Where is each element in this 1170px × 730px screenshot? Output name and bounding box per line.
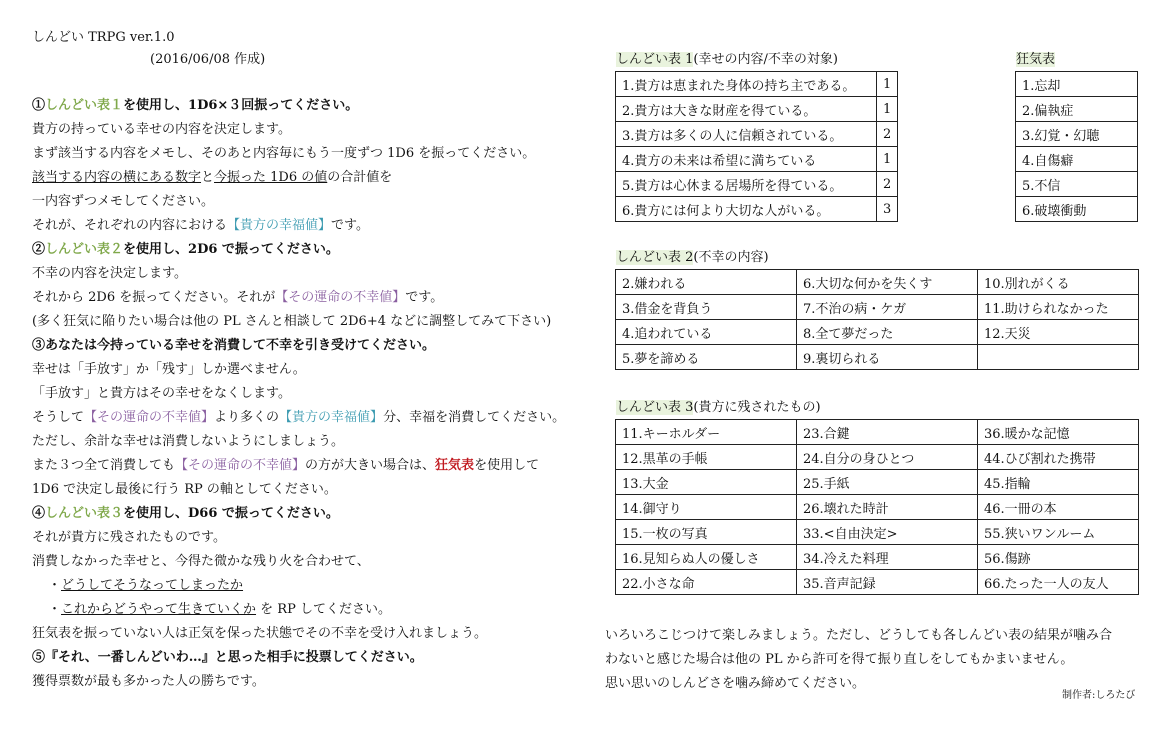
table-row (616, 295, 1139, 320)
table-cell: 1 (877, 72, 898, 97)
step-2-heading: ②しんどい表２を使用し、2D6 で振ってください。 (32, 242, 339, 257)
table-cell: 9.裏切られる (797, 345, 978, 370)
table-row (616, 570, 1139, 595)
kyoki-table-title: 狂気表 (1016, 52, 1056, 67)
table-row (616, 97, 898, 122)
step-2-text-3: (多く狂気に陥りたい場合は他の PL さんと相談して 2D6+4 などに調整してみて下さい) (32, 314, 552, 329)
step-1-text-1: 貴方の持っている幸せの内容を決定します。 (32, 122, 291, 137)
credit: 制作者:しろたび (1062, 690, 1136, 701)
step-4-text-3: 狂気表を振っていない人は正気を保った状態でその不幸を受け入れましょう。 (32, 626, 488, 641)
table-cell: 3.幻覚・幻聴 (1016, 122, 1138, 147)
table-cell: 35.音声記録 (797, 570, 978, 595)
table-cell: 2 (877, 122, 898, 147)
shindoi-table-1 (615, 71, 898, 222)
table-row (616, 470, 1139, 495)
table-cell: 7.不治の病・ケガ (797, 295, 978, 320)
table2-title: しんどい表 2(不幸の内容) (616, 250, 769, 265)
table-cell: 1 (877, 97, 898, 122)
table-row (616, 320, 1139, 345)
step-1-text-5: それが、それぞれの内容における【貴方の幸福値】です。 (32, 218, 369, 233)
step-4-heading: ④しんどい表３を使用し、D66 で振ってください。 (32, 506, 339, 521)
table-cell: 13.大金 (616, 470, 797, 495)
table-row (616, 345, 1139, 370)
step-1-heading: ①しんどい表１を使用し、1D6×３回振ってください。 (32, 98, 359, 113)
table-row (1016, 172, 1138, 197)
table-cell: 1.忘却 (1016, 72, 1138, 97)
table-cell: 10.別れがくる (978, 270, 1139, 295)
table-cell: 12.天災 (978, 320, 1139, 345)
table-cell: 45.指輪 (978, 470, 1139, 495)
table-row (1016, 197, 1138, 222)
shindoi-table-2 (615, 269, 1139, 370)
step-4-bullet-1: ・どうしてそうなってしまったか (48, 578, 244, 593)
step-5-heading: ⑤『それ、一番しんどいわ…』と思った相手に投票してください。 (32, 650, 423, 665)
table-row (1016, 97, 1138, 122)
table-cell: 4.自傷癖 (1016, 147, 1138, 172)
table-row (616, 420, 1139, 445)
table-cell: 23.合鍵 (797, 420, 978, 445)
table-cell: 33.<自由決定> (797, 520, 978, 545)
step-2-text-2: それから 2D6 を振ってください。それが【その運命の不幸値】です。 (32, 290, 444, 305)
table-cell: 8.全て夢だった (797, 320, 978, 345)
step-3-heading: ③あなたは今持っている幸せを消費して不幸を引き受けてください。 (32, 338, 436, 353)
table-row (616, 122, 898, 147)
table-row (616, 270, 1139, 295)
table-cell: 36.暖かな記憶 (978, 420, 1139, 445)
table-row (616, 520, 1139, 545)
table-row (616, 197, 898, 222)
table-cell: 4.追われている (616, 320, 797, 345)
table-cell: 2.偏執症 (1016, 97, 1138, 122)
footer-text-3: 思い思いのしんどさを噛み締めてください。 (605, 676, 866, 691)
table-cell: 2 (877, 172, 898, 197)
table-cell: 3.借金を背負う (616, 295, 797, 320)
table-row (616, 72, 898, 97)
step-3-text-5: また３つ全て消費しても【その運命の不幸値】の方が大きい場合は、狂気表を使用して (32, 458, 540, 473)
table-cell: 16.見知らぬ人の優しさ (616, 545, 797, 570)
table-cell: 26.壊れた時計 (797, 495, 978, 520)
table-row (616, 545, 1139, 570)
table-cell: 6.貴方には何より大切な人がいる。 (616, 197, 877, 222)
step-1-text-2: まず該当する内容をメモし、そのあと内容毎にもう一度ずつ 1D6 を振ってください。 (32, 146, 536, 161)
table-row (616, 495, 1139, 520)
step-3-text-1: 幸せは「手放す」か「残す」しか選べません。 (32, 362, 306, 377)
doc-title: しんどい TRPG ver.1.0 (32, 30, 175, 45)
table-cell: 25.手紙 (797, 470, 978, 495)
table-cell: 2.嫌われる (616, 270, 797, 295)
table-cell: 44.ひび割れた携帯 (978, 445, 1139, 470)
step-4-text-1: それが貴方に残されたものです。 (32, 530, 226, 545)
shindoi-table-3 (615, 419, 1139, 595)
table-cell: 22.小さな命 (616, 570, 797, 595)
table-row (1016, 147, 1138, 172)
step-1-text-4: 一内容ずつメモしてください。 (32, 194, 215, 209)
table-cell: 34.冷えた料理 (797, 545, 978, 570)
table-cell: 1 (877, 147, 898, 172)
table-cell: 11.助けられなかった (978, 295, 1139, 320)
table-cell: 15.一枚の写真 (616, 520, 797, 545)
step-3-text-4: ただし、余計な幸せは消費しないようにしましょう。 (32, 434, 345, 449)
table-cell: 46.一冊の本 (978, 495, 1139, 520)
table-row (616, 147, 898, 172)
table-cell: 11.キーホルダー (616, 420, 797, 445)
doc-date: (2016/06/08 作成) (150, 52, 266, 67)
step-3-text-2: 「手放す」と貴方はその幸せをなくします。 (32, 386, 291, 401)
table-cell: 6.破壊衝動 (1016, 197, 1138, 222)
table-cell: 56.傷跡 (978, 545, 1139, 570)
table-row (616, 445, 1139, 470)
table-cell: 66.たった一人の友人 (978, 570, 1139, 595)
table-cell: 5.貴方は心休まる居場所を得ている。 (616, 172, 877, 197)
step-4-text-2: 消費しなかった幸せと、今得た微かな残り火を合わせて、 (32, 554, 370, 569)
table-cell: 14.御守り (616, 495, 797, 520)
table-row (1016, 122, 1138, 147)
table-cell: 2.貴方は大きな財産を得ている。 (616, 97, 877, 122)
table-cell: 4.貴方の未来は希望に満ちている (616, 147, 877, 172)
step-1-text-3: 該当する内容の横にある数字と今振った 1D6 の値の合計値を (32, 170, 393, 185)
table-cell: 3 (877, 197, 898, 222)
step-5-text-1: 獲得票数が最も多かった人の勝ちです。 (32, 674, 265, 689)
footer-text-2: わないと感じた場合は他の PL から許可を得て振り直しをしてもかまいません。 (605, 652, 1074, 667)
step-3-text-3: そうして【その運命の不幸値】より多くの【貴方の幸福値】分、幸福を消費してください。 (32, 410, 566, 425)
table-cell: 24.自分の身ひとつ (797, 445, 978, 470)
table-cell: 3.貴方は多くの人に信頼されている。 (616, 122, 877, 147)
step-2-text-1: 不幸の内容を決定します。 (32, 266, 187, 281)
table-cell: 55.狭いワンルーム (978, 520, 1139, 545)
table-cell: 5.不信 (1016, 172, 1138, 197)
table-row (1016, 72, 1138, 97)
step-3-text-6: 1D6 で決定し最後に行う RP の軸としてください。 (32, 482, 337, 497)
table-cell (978, 345, 1139, 370)
table-cell: 5.夢を諦める (616, 345, 797, 370)
table1-title: しんどい表 1(幸せの内容/不幸の対象) (616, 52, 838, 67)
table-row (616, 172, 898, 197)
table-cell: 1.貴方は恵まれた身体の持ち主である。 (616, 72, 877, 97)
step-4-bullet-2: ・これからどうやって生きていくか を RP してください。 (48, 602, 391, 617)
table3-title: しんどい表 3(貴方に残されたもの) (616, 400, 821, 415)
table-cell: 12.黒革の手帳 (616, 445, 797, 470)
kyoki-table (1015, 71, 1138, 222)
table-cell: 6.大切な何かを失くす (797, 270, 978, 295)
footer-text-1: いろいろこじつけて楽しみましょう。ただし、どうしても各しんどい表の結果が噛み合 (605, 628, 1113, 643)
